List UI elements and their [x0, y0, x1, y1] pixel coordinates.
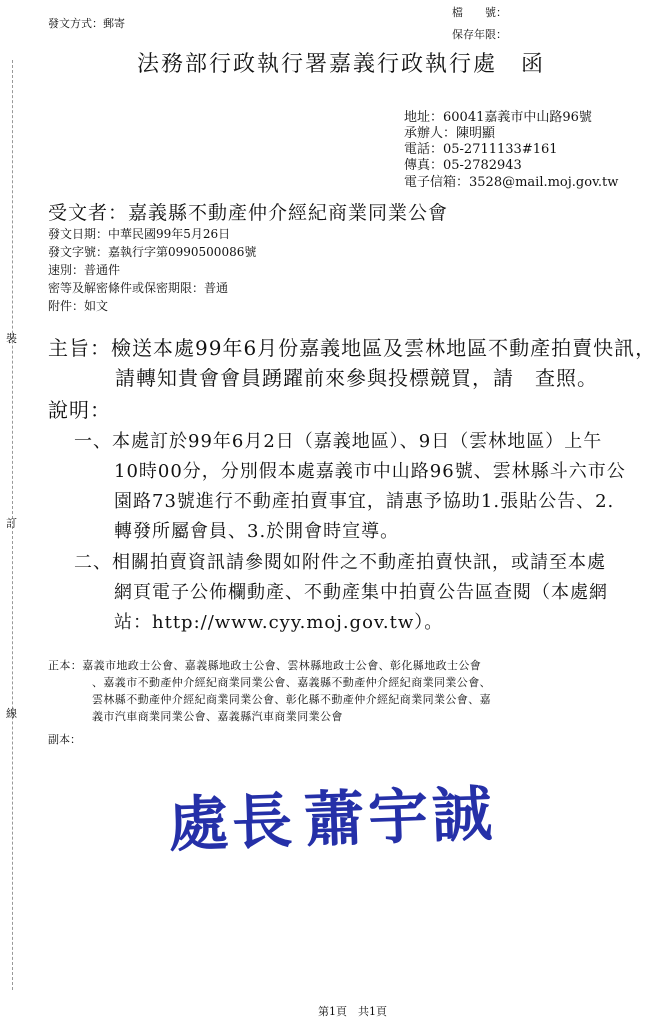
document-title: 法務部行政執行署嘉義行政執行處 函 — [137, 52, 546, 77]
binding-mark-xian: 線 — [6, 707, 17, 720]
director-signature-stamp — [167, 766, 498, 863]
stamp-char: 長 — [231, 786, 298, 859]
send-method: 發文方式：郵寄 — [48, 17, 125, 30]
item2-line-1: 二、相關拍賣資訊請參閱如附件之不動產拍賣快訊，或請至本處 — [74, 552, 606, 573]
item2-line-3: 站：http://www.cyy.moj.gov.tw）。 — [114, 612, 444, 633]
contact-handler: 承辦人：陳明顯 — [404, 126, 496, 141]
contact-email: 電子信箱：3528@mail.moj.gov.tw — [404, 175, 619, 190]
binding-mark-ding: 訂 — [6, 517, 17, 530]
item1-line-1: 一、本處訂於99年6月2日（嘉義地區）、9日（雲林地區）上午 — [74, 431, 603, 452]
copy-label: 副本： — [48, 733, 81, 746]
cc-line-1: 正本：嘉義市地政士公會、嘉義縣地政士公會、雲林縣地政士公會、彰化縣地政士公會 — [48, 659, 482, 672]
issue-date: 發文日期：中華民國99年5月26日 — [48, 227, 231, 241]
cc-line-3: 雲林縣不動產仲介經紀商業同業公會、彰化縣不動產仲介經紀商業同業公會、嘉 — [92, 693, 491, 706]
secrecy-level: 密等及解密條件或保密期限：普通 — [48, 281, 229, 295]
cc-line-4: 義市汽車商業同業公會、嘉義縣汽車商業同業公會 — [92, 710, 343, 723]
recipient: 受文者：嘉義縣不動產仲介經紀商業同業公會 — [48, 202, 449, 224]
contact-address: 地址：60041嘉義市中山路96號 — [404, 110, 592, 125]
subject-line-1: 主旨：檢送本處99年6月份嘉義地區及雲林地區不動產拍賣快訊， — [48, 336, 657, 360]
stamp-char: 誠 — [430, 779, 498, 852]
stamp-char: 處 — [167, 788, 234, 861]
stamp-char: 蕭 — [302, 783, 370, 856]
document-number: 發文字號：嘉執行字第0990500086號 — [48, 245, 257, 259]
page-footer: 第1頁 共1頁 — [318, 1005, 387, 1018]
contact-phone: 電話：05-2711133#161 — [404, 142, 558, 157]
file-number-label: 檔 號： — [452, 6, 507, 19]
subject-line-2: 請轉知貴會會員踴躍前來參與投標競買，請 查照。 — [115, 366, 598, 390]
binding-mark-zhuang: 裝 — [6, 332, 17, 345]
cc-line-2: 、嘉義市不動產仲介經紀商業同業公會、嘉義縣不動產仲介經紀商業同業公會、 — [92, 676, 491, 689]
item1-line-3: 園路73號進行不動產拍賣事宜，請惠予協助1.張貼公告、2. — [114, 491, 615, 512]
retention-label: 保存年限： — [452, 28, 507, 41]
attachment: 附件：如文 — [48, 299, 109, 313]
delivery-speed: 速別：普通件 — [48, 263, 121, 277]
stamp-char: 宇 — [366, 781, 434, 854]
item1-line-4: 轉發所屬會員、3.於開會時宣導。 — [114, 521, 400, 542]
item2-line-2: 網頁電子公佈欄動產、不動產集中拍賣公告區查閱（本處網 — [114, 582, 608, 603]
item1-line-2: 10時00分，分別假本處嘉義市中山路96號、雲林縣斗六市公 — [114, 461, 626, 482]
contact-fax: 傳真：05-2782943 — [404, 158, 522, 173]
explanation-label: 說明： — [48, 398, 111, 422]
